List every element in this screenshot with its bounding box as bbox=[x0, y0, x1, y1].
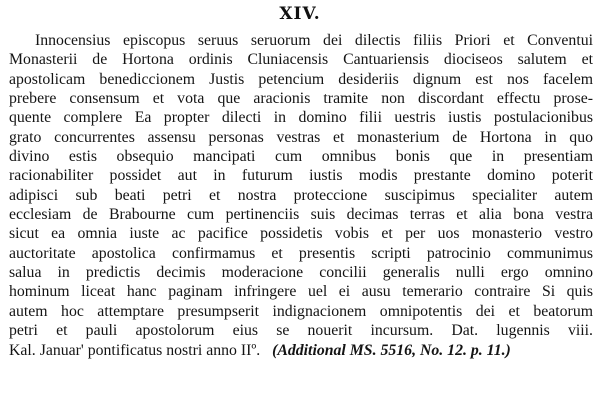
document-heading: XIV. bbox=[279, 4, 321, 24]
final-line-text: Kal. Januar' pontificatus nostri anno IIº. bbox=[9, 341, 261, 359]
manuscript-citation: (Additional MS. 5516, No. 12. p. 11.) bbox=[272, 341, 511, 359]
text-line: sicut ea omnia iuste ac pacifice possidetis vobis et per uos monasterio vestro bbox=[9, 225, 593, 243]
text-line: divino estis obsequio mancipati cum omnibus bonis que in presentiam bbox=[9, 148, 593, 166]
text-line: ecclesiam de Brabourne cum pertinenciis suis decimas terras et alia bona vestra bbox=[9, 206, 593, 224]
text-line: autem hoc attemptare presumpserit indignacionem omnipotentis dei et beatorum bbox=[9, 302, 593, 320]
final-line bbox=[9, 341, 593, 360]
text-line: salua in predictis decimis moderacione concilii generalis nulli ergo omnino bbox=[9, 264, 593, 282]
text-line: prebere consensum et vota que aracionis tramite non discordant effectu prose- bbox=[9, 90, 593, 108]
text-line: auctoritate apostolica confirmamus et presentis scripti patrocinio communimus bbox=[9, 244, 593, 262]
text-line: quente complere Ea propter dilecti in domino filii uestris iustis postulacionibus bbox=[9, 109, 593, 127]
text-line: racionabiliter possidet aut in futurum iustis modis prestante domino poterit bbox=[9, 167, 593, 185]
text-line: grato concurrentes assensu personas vestras et monasterium de Hortona in quo bbox=[9, 128, 593, 146]
text-line: petri et pauli apostolorum eius se nouerit incursum. Dat. lugennis viii. bbox=[9, 322, 593, 340]
text-line: Monasterii de Hortona ordinis Cluniacensis Cantuariensis diociseos salutem et bbox=[9, 51, 593, 69]
text-line: Innocensius episcopus seruus seruorum dei dilectis filiis Priori et Conventui bbox=[35, 32, 593, 49]
text-line: apostolicam benediccionem Justis petencium desideriis dignum est nos facelem bbox=[9, 70, 593, 88]
document-body bbox=[9, 31, 593, 360]
text-line: adipisci sub beati petri et nostra proteccione suscipimus specialiter autem bbox=[9, 186, 593, 204]
text-line: hominum liceat hanc paginam infringere uel ei ausu temerario contraire Si quis bbox=[9, 283, 593, 301]
